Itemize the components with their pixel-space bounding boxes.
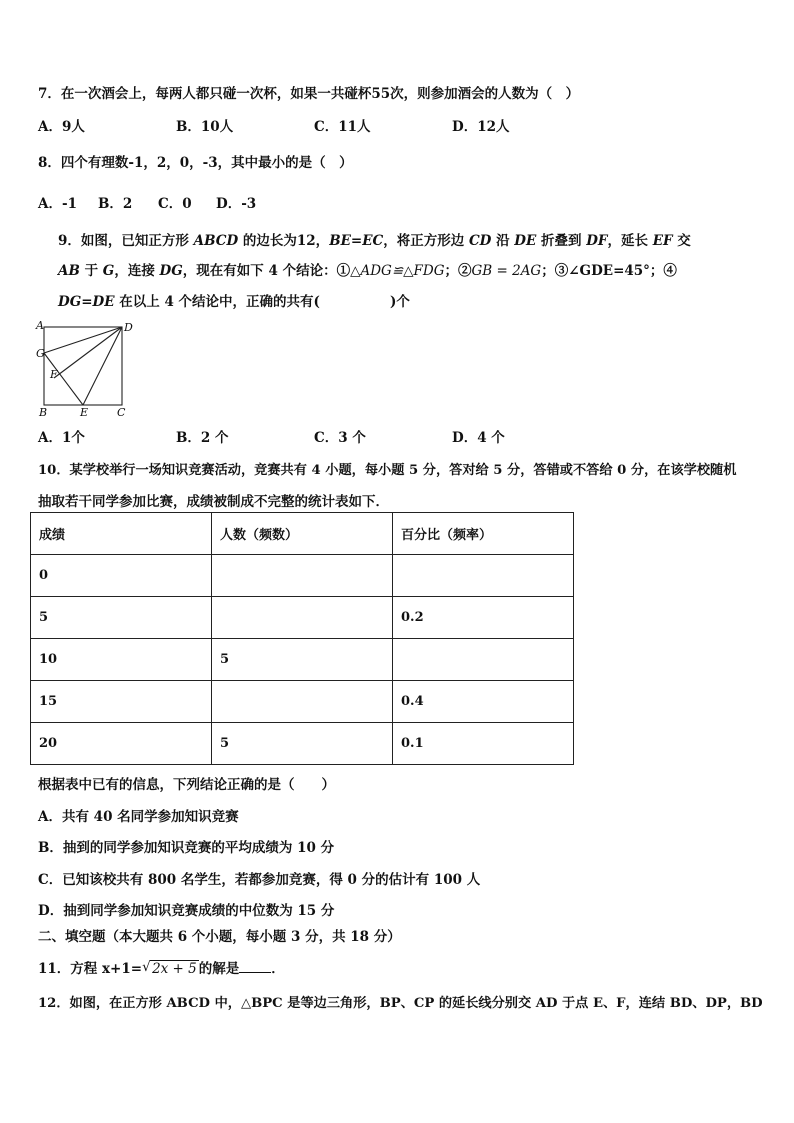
segment-de bbox=[83, 327, 122, 405]
label-e: E bbox=[80, 406, 89, 418]
table-cell bbox=[212, 555, 393, 597]
label-a: A bbox=[36, 319, 44, 332]
table-cell: 5 bbox=[212, 723, 393, 765]
table-cell: 5 bbox=[212, 639, 393, 681]
table-cell: 0.2 bbox=[393, 597, 574, 639]
table-cell bbox=[393, 555, 574, 597]
table-cell: 0.4 bbox=[393, 681, 574, 723]
section-2-title: 二、填空题（本大题共 6 个小题，每小题 3 分，共 18 分） bbox=[38, 929, 401, 945]
q10-option-a[interactable]: A．共有 40 名同学参加知识竞赛 bbox=[38, 809, 239, 825]
q9-line-2: AB 于 G，连接 DG，现在有如下 4 个结论：①△ADG≌△FDG；②GB = 2AG；③∠GDE=45°；④ bbox=[58, 263, 677, 279]
table-row bbox=[31, 555, 574, 597]
table-row bbox=[31, 639, 574, 681]
table-row bbox=[31, 681, 574, 723]
q9-line-3: DG=DE 在以上 4 个结论中，正确的共有( )个 bbox=[58, 294, 410, 310]
table-cell bbox=[212, 597, 393, 639]
table-cell: 0 bbox=[31, 555, 212, 597]
table-header-cell: 百分比（频率） bbox=[393, 513, 574, 555]
q10-stats-table bbox=[30, 512, 574, 765]
q8-stem: 8．四个有理数-1，2，0，-3，其中最小的是（ ） bbox=[38, 155, 353, 171]
q10-line-1: 10．某学校举行一场知识竞赛活动，竞赛共有 4 小题，每小题 5 分，答对给 5 分，答错或不答给 0 分，在该学校随机 bbox=[38, 463, 737, 478]
q7-option-a[interactable]: A．9人 bbox=[38, 119, 85, 135]
q7-option-c[interactable]: C．11人 bbox=[314, 119, 371, 135]
table-cell bbox=[212, 681, 393, 723]
label-b: B bbox=[39, 406, 48, 418]
answer-blank[interactable] bbox=[239, 960, 271, 973]
q9-option-c[interactable]: C．3 个 bbox=[314, 430, 366, 446]
table-cell: 5 bbox=[31, 597, 212, 639]
q7-option-d[interactable]: D．12人 bbox=[452, 119, 510, 135]
q10-option-b[interactable]: B．抽到的同学参加知识竞赛的平均成绩为 10 分 bbox=[38, 840, 335, 856]
table-row bbox=[31, 723, 574, 765]
table-row bbox=[31, 597, 574, 639]
q8-option-d[interactable]: D．-3 bbox=[216, 196, 257, 212]
label-c: C bbox=[117, 406, 126, 418]
square-abcd bbox=[44, 327, 122, 405]
table-cell: 0.1 bbox=[393, 723, 574, 765]
q9-square-figure bbox=[34, 318, 134, 418]
q12-stem: 12．如图，在正方形 ABCD 中，△BPC 是等边三角形，BP、CP 的延长线分别交 AD 于点 E、F，连结 BD、DP，BD bbox=[38, 996, 763, 1011]
table-header-cell: 成绩 bbox=[31, 513, 212, 555]
table-header-row bbox=[31, 513, 574, 555]
square-root: √ 2x + 5 bbox=[142, 959, 197, 977]
q9-option-a[interactable]: A．1个 bbox=[38, 430, 85, 446]
table-cell bbox=[393, 639, 574, 681]
label-f: F bbox=[50, 368, 58, 381]
segment-dg bbox=[44, 327, 122, 353]
q8-option-b[interactable]: B．2 bbox=[98, 196, 133, 212]
q11-stem: 11．方程 x+1= √ 2x + 5 的解是 ． bbox=[38, 959, 285, 977]
q7-option-b[interactable]: B．10人 bbox=[176, 119, 234, 135]
label-g: G bbox=[36, 347, 45, 360]
segment-df bbox=[54, 327, 122, 378]
table-cell: 10 bbox=[31, 639, 212, 681]
q9-line-1: 9．如图，已知正方形 ABCD 的边长为12，BE=EC，将正方形边 CD 沿 DE 折叠到 DF，延长 EF 交 bbox=[58, 233, 691, 249]
q10-option-d[interactable]: D．抽到同学参加知识竞赛成绩的中位数为 15 分 bbox=[38, 903, 335, 919]
label-d: D bbox=[124, 321, 133, 334]
q8-option-a[interactable]: A．-1 bbox=[38, 196, 77, 212]
q10-line-2: 抽取若干同学参加比赛，成绩被制成不完整的统计表如下． bbox=[38, 494, 389, 510]
q10-question: 根据表中已有的信息，下列结论正确的是（ ） bbox=[38, 777, 335, 793]
q9-option-d[interactable]: D．4 个 bbox=[452, 430, 505, 446]
q10-option-c[interactable]: C．已知该校共有 800 名学生，若都参加竞赛，得 0 分的估计有 100 人 bbox=[38, 872, 481, 888]
table-header-cell: 人数（频数） bbox=[212, 513, 393, 555]
q9-option-b[interactable]: B．2 个 bbox=[176, 430, 229, 446]
table-cell: 20 bbox=[31, 723, 212, 765]
q8-option-c[interactable]: C．0 bbox=[158, 196, 192, 212]
q7-stem: 7．在一次酒会上，每两人都只碰一次杯，如果一共碰杯55次，则参加酒会的人数为（ ） bbox=[38, 86, 580, 102]
table-cell: 15 bbox=[31, 681, 212, 723]
